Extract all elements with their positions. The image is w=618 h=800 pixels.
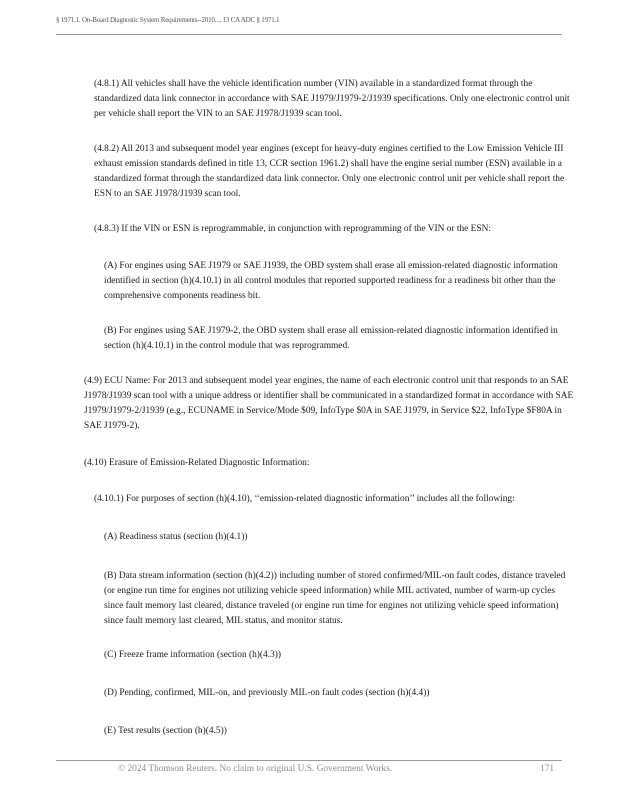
paragraph-4-8-1: (4.8.1) All vehicles shall have the vehicle identification number (VIN) available in a standardized format through the standardized data link connector in accordance with SAE J1979/J1979-2/J1939 specifications. Only one electronic control unit per vehicle shall report the VIN to an SAE J1978/J1939 scan tool. (94, 79, 570, 119)
page-number: 171 (540, 764, 555, 774)
header-divider (56, 34, 562, 35)
list-item-d: (D) Pending, confirmed, MIL-on, and previously MIL-on fault codes (section (h)(4.4)) (104, 688, 430, 698)
footer-divider (56, 760, 562, 761)
paragraph-4-9: (4.9) ECU Name: For 2013 and subsequent model year engines, the name of each electronic control unit that responds to an SAE J1978/J1939 scan tool with a unique address or identifier shall be communicated in a standardized format in accordance with SAE J1979/J1979-2/J1939 (e.g., ECUNAME in Service/Mode $09, InfoType $0A in SAE J1979, in Service $22, InfoType $F80A in SAE J1979-2). (84, 376, 574, 431)
list-item-b: (B) Data stream information (section (h)(4.2)) including number of stored confirmed/MIL-on fault codes, distance traveled (or engine run time for engines not utilizing vehicle speed information) while MIL activated, number of warm-up cycles since fault memory last cleared, distance traveled (or engine run time for engines not utilizing vehicle speed information) since fault memory last cleared, MIL status, and monitor status. (104, 571, 566, 626)
list-item-a: (A) Readiness status (section (h)(4.1)) (104, 532, 248, 542)
paragraph-4-10-heading: (4.10) Erasure of Emission-Related Diagnostic Information: (84, 458, 310, 468)
paragraph-4-8-3: (4.8.3) If the VIN or ESN is reprogrammable, in conjunction with reprogramming of the VIN or the ESN: (94, 224, 491, 234)
paragraph-4-8-2: (4.8.2) All 2013 and subsequent model year engines (except for heavy-duty engines certified to the Low Emission Vehicle III exhaust emission standards defined in title 13, CCR section 1961.2) shall have the engine serial number (ESN) available in a standardized format through the standardized data link connector. Only one electronic control unit per vehicle shall report the ESN to an SAE J1978/J1939 scan tool. (94, 144, 565, 199)
list-item-c: (C) Freeze frame information (section (h)(4.3)) (104, 650, 282, 660)
footer-copyright: © 2024 Thomson Reuters. No claim to original U.S. Government Works. (118, 764, 393, 774)
running-header: § 1971.1. On-Board Diagnostic System Requirements--2010..., 13 CA ADC § 1971.1 (56, 16, 280, 24)
paragraph-4-8-3-b: (B) For engines using SAE J1979-2, the OBD system shall erase all emission-related diagnostic information identified in section (h)(4.10.1) in the control module that was reprogrammed. (104, 326, 558, 351)
paragraph-4-8-3-a: (A) For engines using SAE J1979 or SAE J1939, the OBD system shall erase all emission-related diagnostic information identified in section (h)(4.10.1) in all control modules that reported supported readiness for a readiness bit other than the comprehensive components readiness bit. (104, 261, 558, 301)
paragraph-4-10-1: (4.10.1) For purposes of section (h)(4.10), ‘‘emission-related diagnostic information’’ includes all the following: (94, 494, 515, 504)
list-item-e: (E) Test results (section (h)(4.5)) (104, 726, 227, 736)
